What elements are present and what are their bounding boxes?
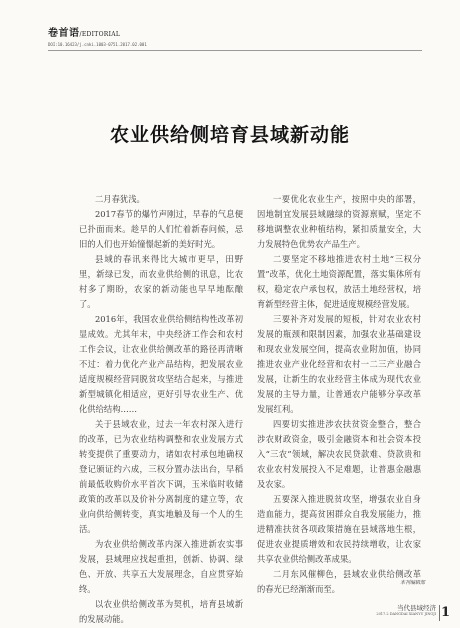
- paragraph: 一要优化农业生产，按照中央的部署，因地制宜发展县域融绿的资源禀赋，坚定不移地调整农业种植结构，紧扣质量安全，大力发展特色优势农产品生产。: [257, 194, 421, 249]
- page-footer: [376, 603, 450, 620]
- footer-divider: [439, 605, 440, 621]
- issue-info: 2017.2 DANGDAI XIANYU JINGJI: [376, 612, 436, 616]
- doi-text: DOI:10.16423/j.cnki.1003-0751.2017.02.001: [48, 42, 147, 47]
- paragraph: 二月春犹浅。: [95, 194, 145, 204]
- paragraph: 二要坚定不移地推进农村土地“三权分置”改革，优化土地资源配置，落实集体所有权，稳定农户承包权，放活土地经营权，培育新型经营主体，促进适度规模经营发展。: [257, 254, 421, 309]
- section-en: /EDITORIAL: [79, 31, 121, 38]
- header-rule: [48, 50, 422, 51]
- page-number: 1: [440, 605, 450, 620]
- paragraph: 2017春节的爆竹声刚过，早春的气息便已扑面而来。趁早的人们忙着新春问候，忌旧的人们也开始憧憬起新的美好时光。: [79, 209, 243, 249]
- paragraph: 以农业供给侧改革为契机，培育县域新的发展动能。: [79, 599, 243, 624]
- section-label: [48, 24, 147, 39]
- paragraph: 2016年，我国农业供给侧结构性改革初显成效。尤其年末，中央经济工作会和农村工作会议，让农业供给侧改革的路径再清晰不过：着力优化产业产品结构，把发展农业适度规模经营同脱贫攻坚结合起来，与推进新型城镇化相适应，更好引导农业生产、优化供给结构……: [79, 314, 243, 414]
- paragraph: 关于县域农业，过去一年农村深入进行的改革，已为农业结构调整和农业发展方式转变提供了重要动力，诸如农村承包地确权登记颁证约六成，三权分置办法出台，早稻前最低收购价水平首次下调，玉米临时收储政策的改革以及价补分离制度的建立等，农业向供给侧转变，真实地触及每一个人的生活。: [79, 419, 243, 534]
- page-header: [48, 24, 147, 47]
- right-column: [257, 192, 421, 597]
- paragraph: 五要深入推进脱贫攻坚，增强农业自身造血能力，提高贫困群众自我发展能力，推进精准扶贫各项政策措施在县域落地生根，促进农业提质增效和农民持续增收，让农家共享农业供给侧改革成果。: [257, 494, 421, 564]
- left-column: [79, 192, 243, 627]
- paragraph: 四要切实推进涉农扶贫资金整合，整合涉农财政资金，吸引金融资本和社会资本投入“三农”领域，解决农民贷款难、贷款贵和农业农村发展投入不足难题，让普惠金融惠及农家。: [257, 419, 421, 489]
- section-cn: 卷首语: [48, 28, 80, 39]
- magazine-name: 当代县域经济: [397, 604, 436, 612]
- article-title: 农业供给侧培育县域新动能: [109, 124, 350, 146]
- paragraph: 二月东风催柳色，县域农业供给侧改革的春光已经渐渐而至。: [257, 569, 421, 594]
- paragraph: 为农业供给侧改革内深入推进新农实事发展，县域理应找起重担，创新、协调、绿色、开放、共享五大发展理念，自应贯穿始终。: [79, 539, 243, 594]
- editor-signature: 本刊编辑部: [400, 580, 426, 586]
- paragraph: 三要补齐对发展的短板，针对农业农村发展的瓶颈和限制因素，加强农业基础建设和现农业发展空间，提高农业附加值，协同推进农业产业化经营和农村一二三产业融合发展，让新生的农业经营主体成为现代农业发展的主导力量，让普通农户能够分享改革发展红利。: [257, 314, 421, 414]
- paragraph: 县域的春讯来得比大城市更早，田野里，新绿已发，而农业供给侧的讯息，比农村多了期盼，农家的新动能也早早地酝酿了。: [79, 254, 243, 309]
